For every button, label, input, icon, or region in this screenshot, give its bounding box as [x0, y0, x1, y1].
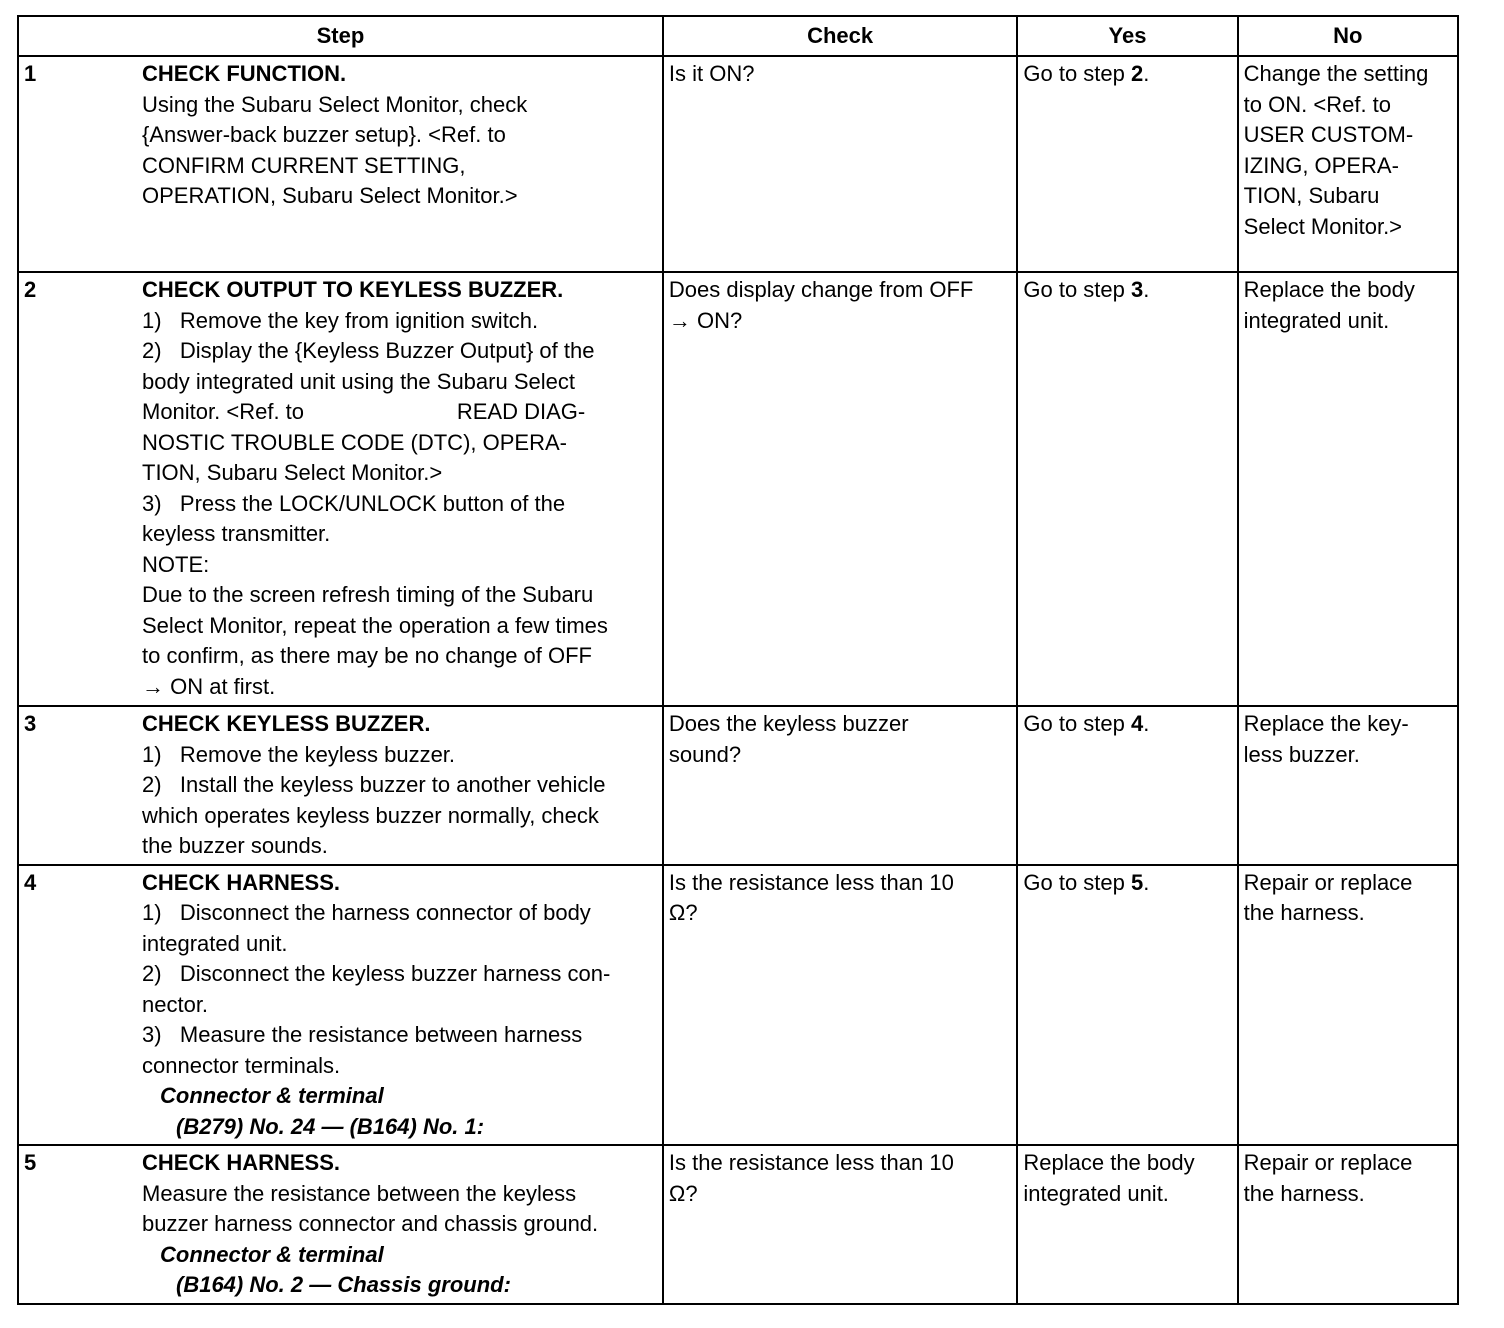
connector-label: Connector & terminal [160, 1083, 384, 1108]
step-title: CHECK HARNESS. [142, 1150, 341, 1175]
no-line: TION, Subaru [1243, 183, 1380, 208]
yes-text: Go to step [1023, 711, 1131, 736]
step-line: 3) Press the LOCK/UNLOCK button of the [142, 490, 566, 516]
no-cell [1238, 56, 1458, 272]
step-line: OPERATION, Subaru Select Monitor.> [142, 183, 518, 208]
yes-suffix: . [1143, 711, 1150, 736]
check-line: Is the resistance less than 10 [668, 869, 954, 895]
no-line: Replace the key- [1243, 711, 1409, 736]
no-line: USER CUSTOM- [1243, 122, 1414, 147]
step-number: 3 [24, 711, 37, 736]
note-line: Select Monitor, repeat the operation a few times [142, 612, 608, 638]
check-line: sound? [668, 741, 742, 767]
check-line: Is it ON? [668, 61, 755, 86]
check-line: Does the keyless buzzer [668, 711, 909, 736]
yes-cell [1017, 706, 1237, 865]
check-line: Ω? [668, 1180, 698, 1206]
yes-cell [1017, 272, 1237, 706]
step-line: CONFIRM CURRENT SETTING, [142, 152, 466, 178]
step-line: 2) Install the keyless buzzer to another vehicle [142, 772, 606, 797]
no-line: Repair or replace [1243, 869, 1413, 895]
no-line: integrated unit. [1243, 307, 1390, 333]
yes-step-link[interactable]: 4 [1131, 711, 1144, 736]
yes-text: Go to step [1023, 61, 1131, 86]
yes-line: Replace the body [1023, 1150, 1195, 1175]
connector-label: Connector & terminal [160, 1241, 384, 1267]
table-row [18, 1145, 1458, 1304]
check-line: → ON? [668, 307, 743, 333]
header-check: Check [663, 16, 1017, 56]
step-number: 2 [24, 277, 37, 302]
no-line: the harness. [1243, 1180, 1365, 1206]
check-line: Does display change from OFF [668, 277, 974, 302]
no-line: Replace the body [1243, 277, 1415, 302]
no-line: Repair or replace [1243, 1150, 1413, 1175]
yes-line: integrated unit. [1023, 1180, 1169, 1206]
note-line: → ON at first. [142, 673, 276, 699]
step-cell [18, 865, 663, 1146]
step-title: CHECK KEYLESS BUZZER. [142, 711, 431, 736]
check-cell [663, 706, 1017, 865]
no-cell [1238, 865, 1458, 1146]
step-line: keyless transmitter. [142, 521, 331, 546]
yes-text: Go to step [1023, 277, 1131, 302]
no-cell [1238, 706, 1458, 865]
step-number: 5 [24, 1150, 37, 1175]
step-line: NOSTIC TROUBLE CODE (DTC), OPERA- [142, 429, 567, 455]
yes-cell [1017, 1145, 1237, 1304]
no-line: IZING, OPERA- [1243, 152, 1399, 178]
check-line: Ω? [668, 900, 698, 925]
connector-detail: (B164) No. 2 — Chassis ground: [176, 1272, 511, 1297]
step-line: Monitor. <Ref. to READ DIAG- [142, 399, 586, 424]
step-cell [18, 706, 663, 865]
step-line: which operates keyless buzzer normally, check [142, 802, 599, 828]
step-number: 4 [24, 869, 37, 895]
no-cell [1238, 1145, 1458, 1304]
table-row [18, 272, 1458, 706]
yes-step-link[interactable]: 5 [1131, 869, 1144, 895]
no-line: Select Monitor.> [1243, 213, 1403, 239]
no-line: less buzzer. [1243, 741, 1360, 767]
header-no: No [1238, 16, 1458, 56]
step-line: 1) Remove the keyless buzzer. [142, 741, 456, 767]
yes-suffix: . [1143, 277, 1150, 302]
step-line: nector. [142, 991, 209, 1017]
check-cell [663, 56, 1017, 272]
table-row [18, 56, 1458, 272]
check-line: Is the resistance less than 10 [668, 1150, 954, 1175]
step-line: connector terminals. [142, 1052, 341, 1078]
step-line: 3) Measure the resistance between harness [142, 1022, 583, 1047]
step-cell [18, 56, 663, 272]
step-line: integrated unit. [142, 930, 288, 956]
step-cell [18, 272, 663, 706]
no-line: to ON. <Ref. to [1243, 91, 1392, 117]
connector-detail: (B279) No. 24 — (B164) No. 1: [176, 1113, 485, 1139]
check-cell [663, 1145, 1017, 1304]
header-step: Step [18, 16, 663, 56]
check-cell [663, 865, 1017, 1146]
header-yes: Yes [1017, 16, 1237, 56]
yes-suffix: . [1143, 61, 1150, 86]
step-line: {Answer-back buzzer setup}. <Ref. to [142, 122, 506, 147]
step-line: buzzer harness connector and chassis ground. [142, 1211, 599, 1236]
step-number: 1 [24, 61, 37, 86]
step-title: CHECK FUNCTION. [142, 61, 347, 86]
no-cell [1238, 272, 1458, 706]
yes-text: Go to step [1023, 869, 1131, 895]
diagnostic-procedure-table [17, 15, 1459, 1305]
check-cell [663, 272, 1017, 706]
no-line: Change the setting [1243, 61, 1429, 86]
step-line: the buzzer sounds. [142, 833, 328, 858]
step-line: 2) Disconnect the keyless buzzer harness con- [142, 961, 611, 986]
note-line: Due to the screen refresh timing of the Subaru [142, 582, 594, 607]
step-line: Measure the resistance between the keyless [142, 1180, 577, 1206]
yes-step-link[interactable]: 3 [1131, 277, 1144, 302]
yes-step-link[interactable]: 2 [1131, 61, 1144, 86]
step-title: CHECK HARNESS. [142, 869, 341, 895]
step-line: TION, Subaru Select Monitor.> [142, 460, 443, 485]
yes-cell [1017, 865, 1237, 1146]
step-line: 1) Disconnect the harness connector of body [142, 900, 591, 925]
yes-cell [1017, 56, 1237, 272]
no-line: the harness. [1243, 900, 1365, 925]
yes-suffix: . [1143, 869, 1150, 895]
step-line: body integrated unit using the Subaru Select [142, 368, 575, 394]
note-label: NOTE: [142, 551, 210, 577]
table-header-row [18, 16, 1458, 56]
table-row [18, 865, 1458, 1146]
table-row [18, 706, 1458, 865]
note-line: to confirm, as there may be no change of OFF [142, 643, 592, 668]
step-title: CHECK OUTPUT TO KEYLESS BUZZER. [142, 277, 564, 302]
step-cell [18, 1145, 663, 1304]
step-line: 2) Display the {Keyless Buzzer Output} of the [142, 338, 595, 363]
step-line: 1) Remove the key from ignition switch. [142, 307, 539, 333]
step-line: Using the Subaru Select Monitor, check [142, 91, 528, 117]
